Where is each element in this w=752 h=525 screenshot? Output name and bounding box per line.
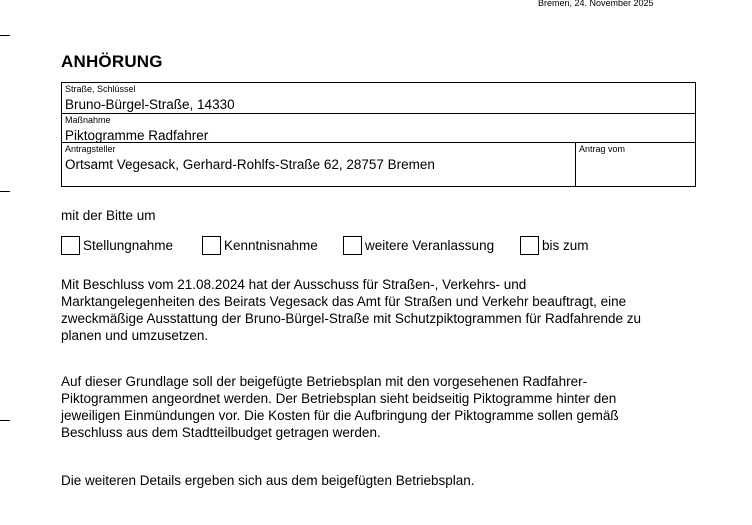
measure-field (61, 113, 696, 143)
paragraph-decision (61, 276, 641, 344)
text-line: Auf dieser Grundlage soll der beigefügte Betriebsplan mit den vorgesehenen Radfahrer- (61, 374, 588, 389)
checkbox-kenntnisnahme[interactable] (202, 236, 221, 255)
text-line: jeweiligen Einmündungen vor. Die Kosten für die Aufbringung der Piktogramme sollen gemäß (61, 408, 619, 423)
text-line: Marktangelegenheiten des Beirats Vegesack das Amt für Straßen und Verkehr beauftragt, eine (61, 294, 627, 309)
paragraph-details (61, 472, 475, 489)
date-line: Bremen, 24. November 2025 (538, 0, 654, 8)
margin-mark (0, 420, 10, 421)
option-label: bis zum (542, 238, 589, 253)
field-divider (575, 143, 576, 186)
checkbox-bis-zum[interactable] (520, 236, 539, 255)
option-label: Kenntnisnahme (224, 238, 318, 253)
measure-value: Piktogramme Radfahrer (65, 128, 209, 143)
request-date-label: Antrag vom (579, 144, 626, 154)
paragraph-plan (61, 373, 619, 441)
text-line: Mit Beschluss vom 21.08.2024 hat der Ausschuss für Straßen-, Verkehrs- und (61, 277, 527, 292)
applicant-value: Ortsamt Vegesack, Gerhard-Rohlfs-Straße 62, 28757 Bremen (65, 157, 435, 172)
request-intro: mit der Bitte um (61, 208, 156, 223)
margin-mark (0, 35, 10, 36)
applicant-field (61, 142, 696, 187)
text-line: planen und umzusetzen. (61, 328, 209, 343)
option-label: weitere Veranlassung (365, 238, 495, 253)
street-label: Straße, Schlüssel (65, 84, 136, 94)
measure-label: Maßnahme (65, 115, 111, 125)
text-line: Beschluss aus dem Stadtteilbudget getragen werden. (61, 425, 381, 440)
text-line: Piktogrammen angeordnet werden. Der Betriebsplan sieht beidseitig Piktogramme hinter den (61, 391, 617, 406)
street-value: Bruno-Bürgel-Straße, 14330 (65, 97, 235, 112)
text-line: zweckmäßige Ausstattung der Bruno-Bürgel-Straße mit Schutzpiktogrammen für Radfahrende zu (61, 311, 642, 326)
checkbox-stellungnahme[interactable] (61, 236, 80, 255)
page-title: ANHÖRUNG (61, 52, 163, 71)
margin-mark (0, 191, 10, 192)
street-field (61, 82, 696, 114)
option-label: Stellungnahme (83, 238, 174, 253)
checkbox-weitere-veranlassung[interactable] (343, 236, 362, 255)
applicant-label: Antragsteller (65, 144, 116, 154)
text-line: Die weiteren Details ergeben sich aus dem beigefügten Betriebsplan. (61, 473, 475, 488)
